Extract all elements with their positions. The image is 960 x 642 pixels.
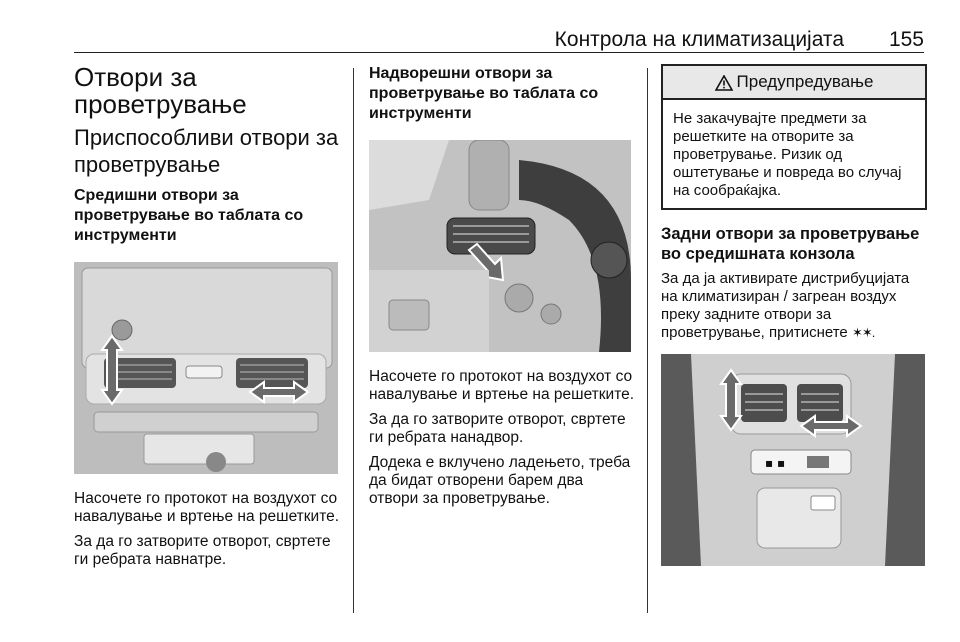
col3-para-1-text: За да ја активирате дистрибуцијата на климатизиран / загреан воздух преку задните отвори за проветрување, притиснете bbox=[661, 270, 910, 341]
main-title: Отвори за проветрување bbox=[74, 62, 247, 119]
column-divider-1 bbox=[353, 68, 354, 613]
section-title-center-vents: Средишни отвори за проветрување во таблата со инструменти bbox=[74, 187, 304, 244]
col3-para-1 bbox=[661, 270, 927, 342]
center-vents-illustration bbox=[74, 262, 338, 474]
header-rule bbox=[74, 52, 924, 53]
section-title-rear-vents: Задни отвори за проветрување во средишната конзола bbox=[661, 225, 920, 263]
svg-text:▪ ▪: ▪ ▪ bbox=[765, 456, 786, 470]
rear-climate-icon: ✶✶. bbox=[851, 325, 875, 340]
page-number: 155 bbox=[888, 28, 924, 51]
section-title-outer-vents: Надворешни отвори за проветрување во таблата со инструменти bbox=[369, 65, 599, 122]
col2-para-1: Насочете го протокот на воздухот со навалување и вртење на решетките. bbox=[369, 368, 635, 403]
col1-para-2: За да го затворите отворот, свртете ги ребрата навнатре. bbox=[74, 533, 331, 568]
warning-title: Предупредување bbox=[736, 72, 874, 91]
rear-vents-illustration bbox=[661, 354, 925, 566]
col2-para-3: Додека е вклучено ладењето, треба да бидат отворени барем два отвори за проветрување. bbox=[369, 454, 631, 507]
warning-triangle-icon bbox=[715, 75, 733, 91]
warning-box bbox=[661, 64, 927, 210]
column-2 bbox=[369, 64, 635, 515]
col2-para-2: За да го затворите отворот, свртете ги ребрата нанадвор. bbox=[369, 411, 626, 446]
warning-text: Не закачувајте предмети за решетките на отворите за проветрување. Ризик од оштетување и повреда во случај на сообраќајка. bbox=[673, 110, 902, 199]
outer-vents-illustration bbox=[369, 140, 631, 352]
warning-header bbox=[663, 66, 925, 100]
sub-title: Приспособливи отвори за проветрување bbox=[74, 125, 339, 177]
column-divider-2 bbox=[647, 68, 648, 613]
col1-para-1: Насочете го протокот на воздухот со навалување и вртење на решетките. bbox=[74, 490, 340, 525]
header-title: Контрола на климатизацијата bbox=[554, 28, 844, 51]
column-3 bbox=[661, 64, 927, 566]
column-1 bbox=[74, 64, 340, 576]
